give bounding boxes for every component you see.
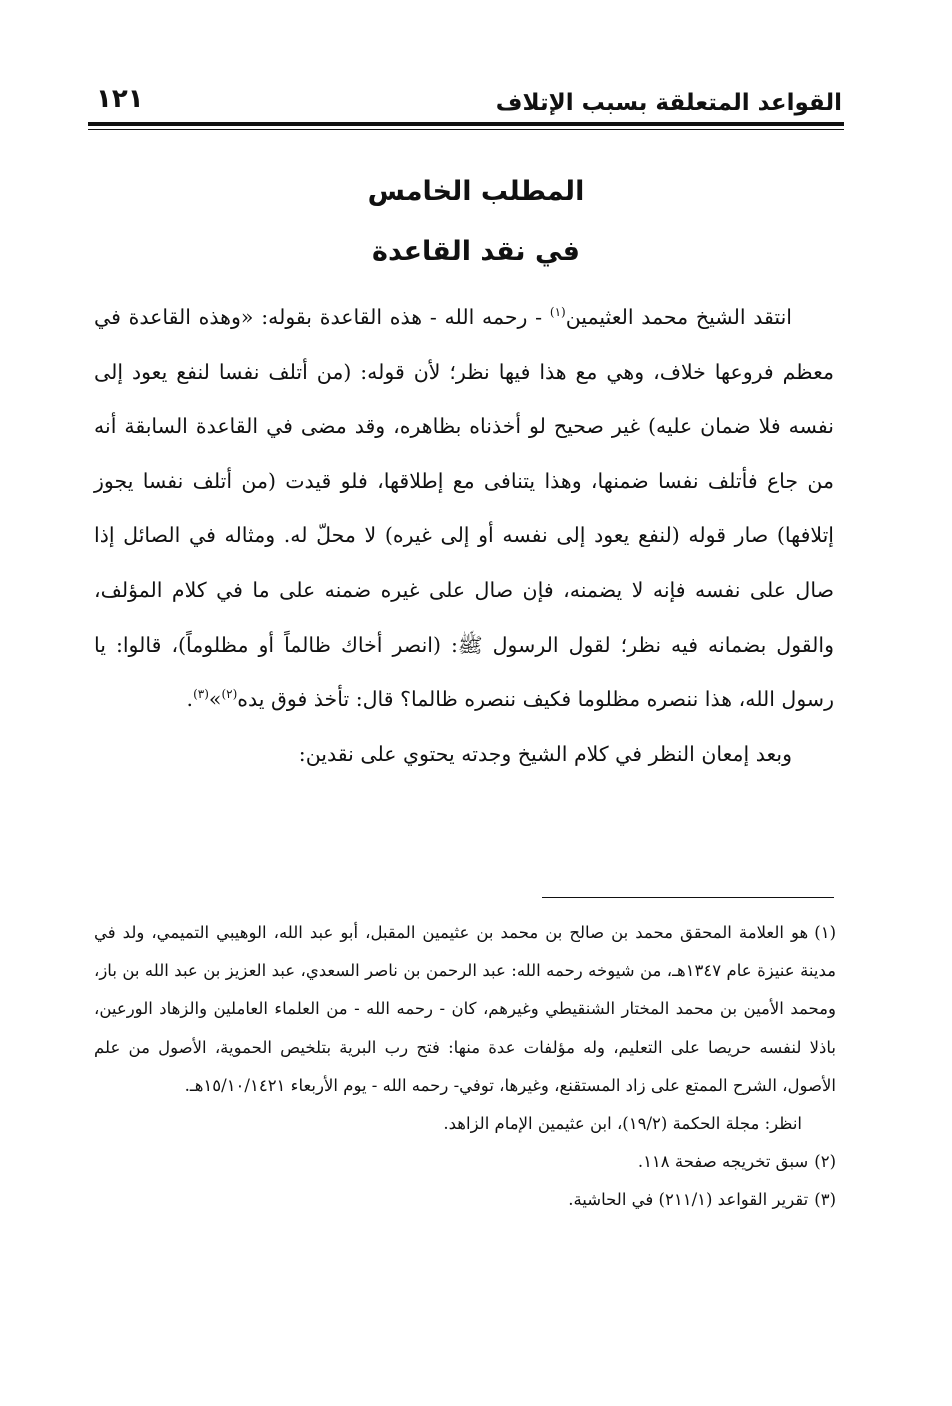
- footnote-3: [94, 1181, 836, 1219]
- footnote-1-text: هو العلامة المحقق محمد بن صالح بن محمد بن عثيمين المقبل، أبو عبد الله، الوهيبي التميمي، ولد في مدينة عنيزة عام ١٣٤٧هـ، من شيوخه رحمه الله: عبد الرحمن بن ناصر السعدي، عبد العزيز بن عبد الله بن باز، ومحمد الأمين بن محمد المختار الشنقيطي وغيرهم، كان - رحمه الله - من العلماء العاملين والزهاد الورعين، باذلا لنفسه حريصا على التعليم، وله مؤلفات عدة منها: فتح رب البرية بتلخيص الحموية، الأصول من علم الأصول، الشرح الممتع على زاد المستقنع، وغيرها، توفي- رحمه الله - يوم الأربعاء ١٥/١٠/١٤٢١هـ.: [94, 923, 836, 1095]
- section-subtitle: في نقد القاعدة: [372, 236, 580, 267]
- page-number: ١٢١: [96, 84, 144, 114]
- footnote-ref-1: (١): [549, 305, 566, 320]
- footnote-2: [94, 1143, 836, 1181]
- footnote-1-number: (١): [814, 923, 836, 942]
- paragraph-1: [94, 290, 834, 727]
- paragraph-2: وبعد إمعان النظر في كلام الشيخ وجدته يحتوي على نقدين:: [298, 741, 792, 766]
- footnote-1-see-also: انظر: مجلة الحكمة (١٩/٢)، ابن عثيمين الإمام الزاهد.: [443, 1114, 802, 1134]
- paragraph-1-end: .: [186, 687, 194, 712]
- footnote-2-number: (٢): [814, 1152, 836, 1172]
- footnote-ref-3: (٣): [193, 687, 209, 702]
- footnote-3-text: تقرير القواعد (٢١١/١) في الحاشية.: [568, 1190, 809, 1210]
- paragraph-1-text-a: انتقد الشيخ محمد العثيمين: [565, 305, 793, 329]
- footnote-3-number: (٣): [814, 1190, 836, 1210]
- section-title: المطلب الخامس: [367, 176, 585, 207]
- header-title: القواعد المتعلقة بسبب الإتلاف: [495, 90, 842, 116]
- paragraph-1-text-b: - رحمه الله - هذه القاعدة بقوله: «وهذه القاعدة في معظم فروعها خلاف، وهي مع هذا فيها نظر؛ لأن قوله: (من أتلف نفسا لنفع يعود إلى نفسه فلا ضمان عليه) غير صحيح لو أخذناه بظاهره، وقد مضى في القاعدة السابقة أنه من جاع فأتلف نفسا ضمنها، وهذا يتنافى مع إطلاقها، فلو قيدت (من أتلف نفسا يجوز إتلافها) صار قوله (لنفع يعود إلى نفسه أو إلى غيره) لا محلّ له. ومثاله في الصائل إذا صال على نفسه فإنه لا يضمنه، فإن صال على غيره ضمنه على ما في كلام المؤلف، والقول بضمانه فيه نظر؛ لقول الرسول ﷺ: (انصر أخاك ظالماً أو مظلوماً)، قالوا: يا رسول الله، هذا ننصره مظلوما فكيف ننصره ظالما؟ قال: تأخذ فوق يده: [94, 305, 834, 712]
- running-header: [88, 82, 842, 122]
- footnote-ref-2: (٢): [221, 687, 238, 702]
- footnote-separator: [542, 897, 834, 898]
- footnote-2-text: سبق تخريجه صفحة ١١٨.: [637, 1152, 809, 1172]
- footnotes: [94, 914, 836, 1220]
- footnote-1: [94, 914, 836, 1105]
- closing-quote: »: [208, 687, 222, 712]
- header-rule-thick: [88, 122, 844, 126]
- main-text: [94, 290, 834, 781]
- header-rule-thin: [88, 129, 844, 130]
